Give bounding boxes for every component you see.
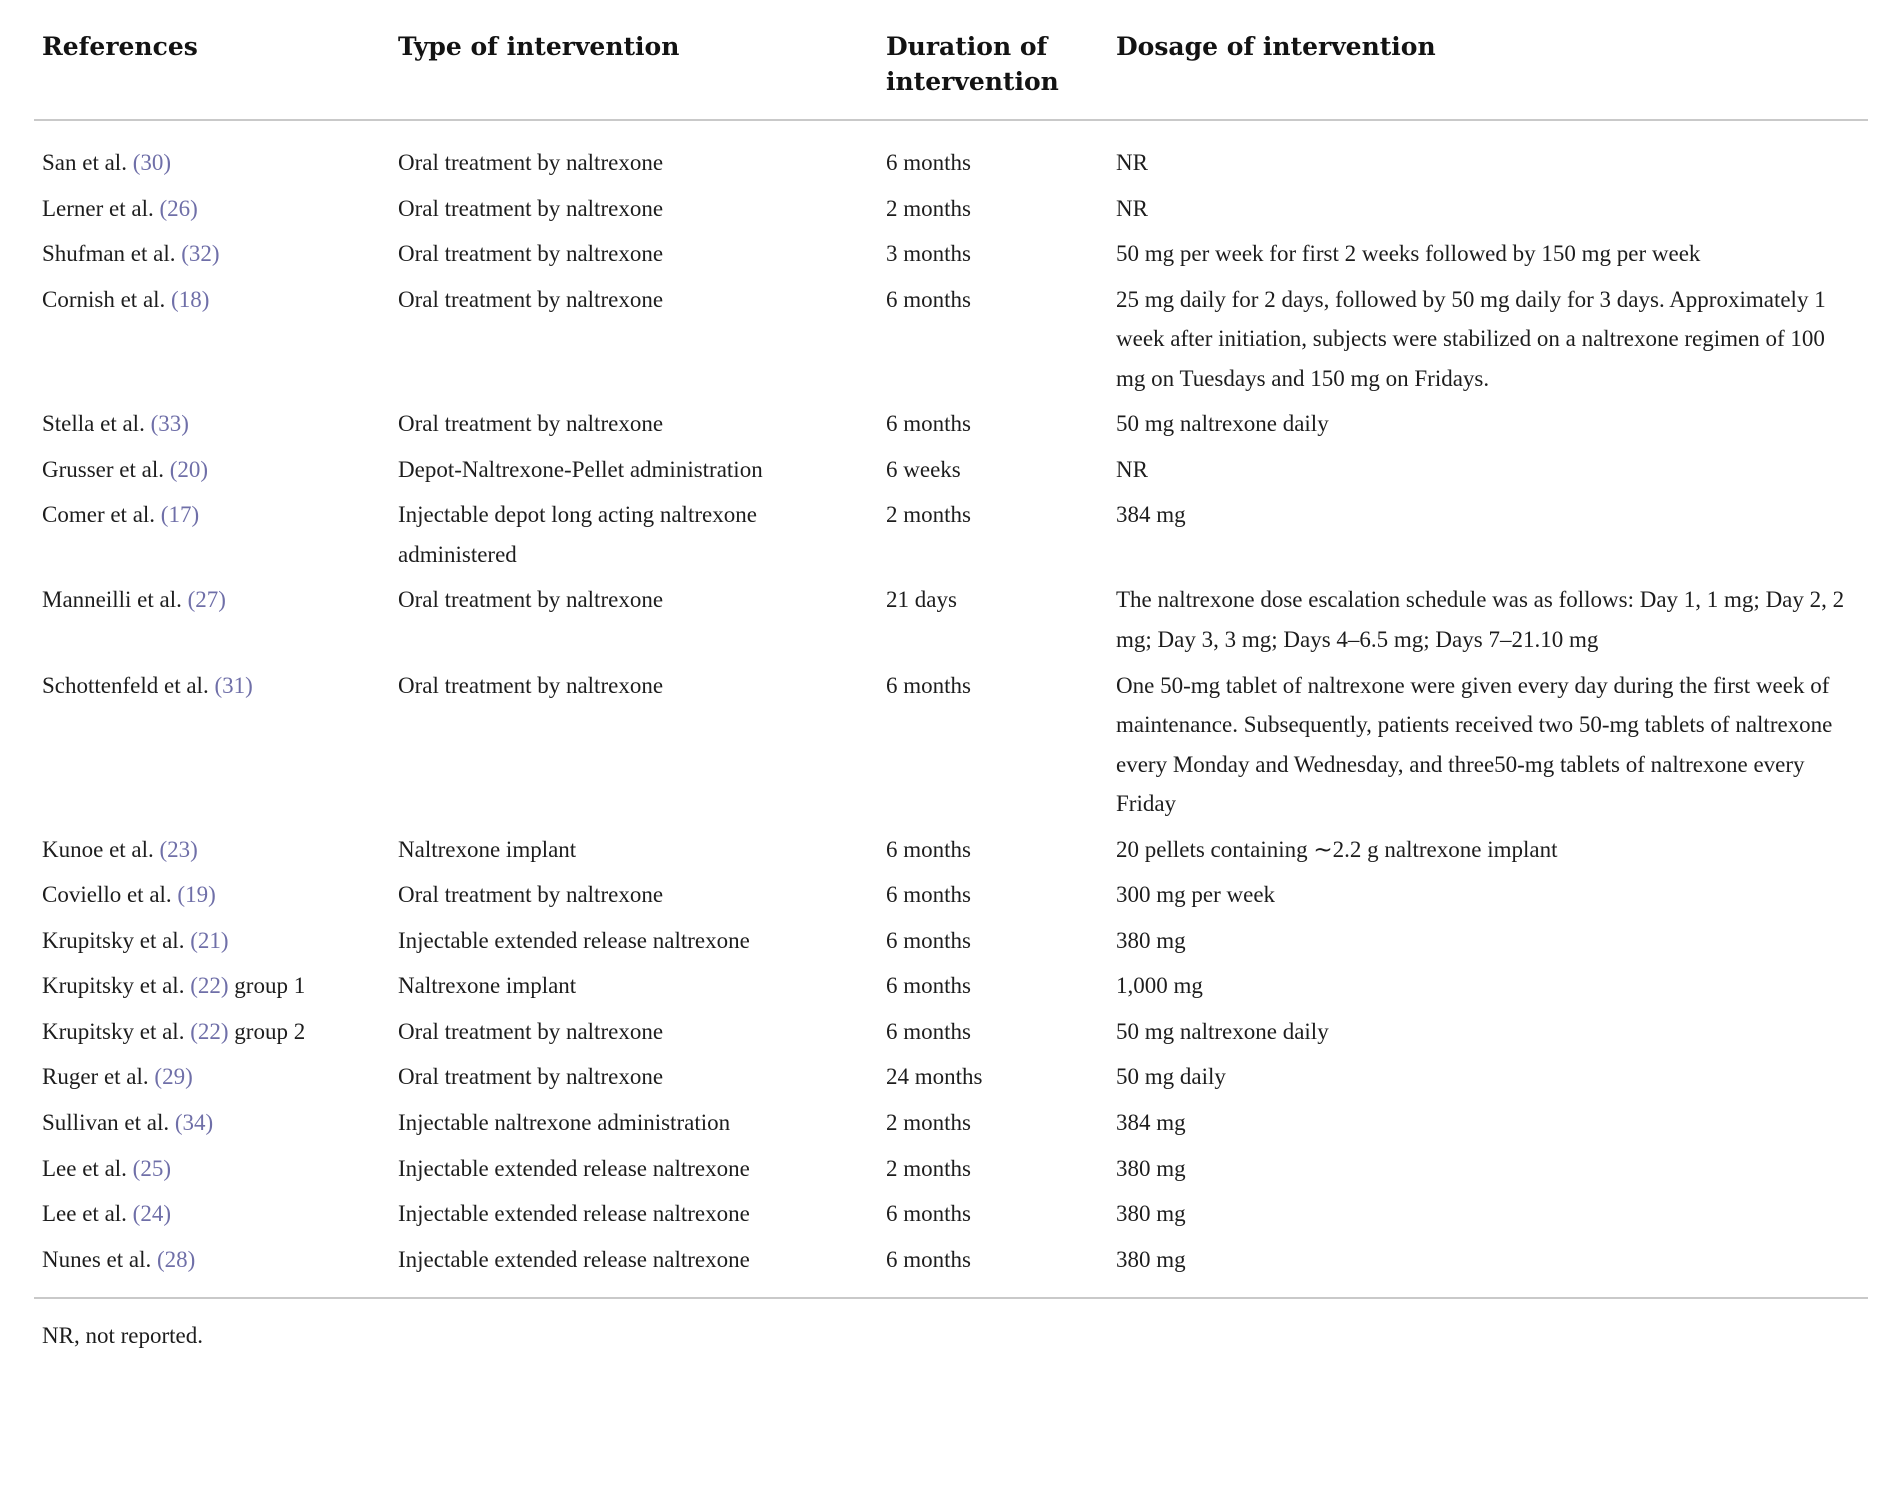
column-header-duration: Duration of intervention <box>886 32 1059 96</box>
cell-dosage: NR <box>1116 456 1148 482</box>
cell-reference <box>34 1237 390 1298</box>
table-row <box>34 1100 1868 1146</box>
cell-duration: 2 months <box>886 502 971 528</box>
reference-suffix: group 2 <box>228 1018 306 1044</box>
reference-citation-link[interactable]: (33) <box>150 411 189 437</box>
reference-citation-link[interactable]: (31) <box>214 672 253 698</box>
cell-reference <box>34 1146 390 1192</box>
table-row <box>34 1237 1868 1298</box>
cell-reference <box>34 447 390 493</box>
table-row <box>34 1009 1868 1055</box>
reference-author: Lerner et al. <box>42 195 160 221</box>
cell-dosage: 380 mg <box>1116 1246 1186 1272</box>
reference-citation-link[interactable]: (28) <box>156 1246 196 1272</box>
reference-author: Manneilli et al. <box>42 587 188 613</box>
table-row <box>34 663 1868 827</box>
table-row <box>34 963 1868 1009</box>
cell-reference <box>34 577 390 662</box>
table-row <box>34 1054 1868 1100</box>
cell-duration: 21 days <box>886 587 957 613</box>
reference-author: Ruger et al. <box>42 1064 155 1090</box>
cell-reference <box>34 918 390 964</box>
cell-duration: 3 months <box>886 241 971 267</box>
cell-reference <box>34 186 390 232</box>
column-header-references: References <box>42 32 198 61</box>
cell-type-of-intervention: Naltrexone implant <box>398 973 577 999</box>
reference-citation-link[interactable]: (22) <box>190 1018 229 1044</box>
reference-citation-link[interactable]: (21) <box>190 927 229 953</box>
cell-duration: 6 months <box>886 672 971 698</box>
cell-dosage: 50 mg per week for first 2 weeks followed by 150 mg per week <box>1116 241 1701 267</box>
cell-dosage: 50 mg naltrexone daily <box>1116 411 1329 437</box>
cell-reference <box>34 401 390 447</box>
cell-reference <box>34 1191 390 1237</box>
cell-duration: 6 months <box>886 1201 971 1227</box>
intervention-table <box>34 22 1868 1297</box>
cell-type-of-intervention: Oral treatment by naltrexone <box>398 150 664 175</box>
cell-reference <box>34 1100 390 1146</box>
table-row <box>34 186 1868 232</box>
reference-citation-link[interactable]: (22) <box>190 973 229 999</box>
cell-dosage: 380 mg <box>1116 1201 1186 1227</box>
table-row <box>34 577 1868 662</box>
reference-author: Comer et al. <box>42 502 161 528</box>
cell-dosage: NR <box>1116 150 1148 175</box>
reference-author: Grusser et al. <box>42 456 170 482</box>
cell-duration: 2 months <box>886 1155 971 1181</box>
reference-author: Krupitsky et al. <box>42 927 191 953</box>
cell-dosage: 50 mg naltrexone daily <box>1116 1018 1329 1044</box>
reference-citation-link[interactable]: (32) <box>181 241 220 267</box>
cell-dosage: The naltrexone dose escalation schedule was as follows: Day 1, 1 mg; Day 2, 2 mg; Day 3, 3 mg; Days 4–6.5 mg; Days 7–21.10 mg <box>1116 587 1845 653</box>
reference-citation-link[interactable]: (30) <box>132 150 172 175</box>
cell-type-of-intervention: Oral treatment by naltrexone <box>398 241 664 267</box>
cell-type-of-intervention: Depot-Naltrexone-Pellet administration <box>398 456 763 482</box>
reference-author: San et al. <box>42 150 133 175</box>
cell-reference <box>34 231 390 277</box>
cell-duration: 6 months <box>886 286 971 312</box>
cell-duration: 6 weeks <box>886 456 961 482</box>
reference-suffix: group 1 <box>228 973 306 999</box>
cell-reference <box>34 872 390 918</box>
reference-citation-link[interactable]: (29) <box>154 1064 193 1090</box>
reference-author: Sullivan et al. <box>42 1110 175 1136</box>
cell-reference <box>34 1009 390 1055</box>
reference-author: Lee et al. <box>42 1201 133 1227</box>
cell-duration: 6 months <box>886 150 971 175</box>
table-row <box>34 492 1868 577</box>
cell-reference <box>34 492 390 577</box>
cell-type-of-intervention: Injectable extended release naltrexone <box>398 1246 750 1272</box>
cell-reference <box>34 663 390 827</box>
reference-citation-link[interactable]: (19) <box>177 882 216 908</box>
cell-duration: 6 months <box>886 1018 971 1044</box>
reference-author: Stella et al. <box>42 411 151 437</box>
cell-dosage: 384 mg <box>1116 1110 1186 1136</box>
reference-author: Lee et al. <box>42 1155 133 1181</box>
reference-author: Krupitsky et al. <box>42 973 191 999</box>
cell-type-of-intervention: Injectable extended release naltrexone <box>398 1155 750 1181</box>
reference-citation-link[interactable]: (20) <box>169 456 209 482</box>
cell-duration: 6 months <box>886 1246 971 1272</box>
column-header-type: Type of intervention <box>398 32 680 61</box>
reference-author: Shufman et al. <box>42 241 182 267</box>
reference-citation-link[interactable]: (23) <box>159 836 198 862</box>
cell-reference <box>34 963 390 1009</box>
cell-duration: 6 months <box>886 882 971 908</box>
cell-duration: 6 months <box>886 411 971 437</box>
reference-citation-link[interactable]: (24) <box>132 1201 171 1227</box>
table-header <box>34 22 1868 120</box>
cell-dosage: 50 mg daily <box>1116 1064 1226 1090</box>
table-body <box>34 120 1868 1297</box>
cell-type-of-intervention: Injectable depot long acting naltrexone administered <box>398 502 757 567</box>
cell-type-of-intervention: Oral treatment by naltrexone <box>398 286 664 312</box>
cell-dosage: 380 mg <box>1116 927 1186 953</box>
footnote-section <box>34 1297 1868 1354</box>
cell-type-of-intervention: Injectable extended release naltrexone <box>398 927 750 953</box>
cell-dosage: 300 mg per week <box>1116 882 1276 908</box>
table-row <box>34 401 1868 447</box>
table-row <box>34 1191 1868 1237</box>
table-row <box>34 872 1868 918</box>
cell-dosage: One 50-mg tablet of naltrexone were given every day during the first week of maintenance. Subsequently, patients received two 50-mg tablets of naltrexone every Monday and Wednesday, and three50-mg tablets of naltrexone every Friday <box>1116 672 1833 817</box>
cell-type-of-intervention: Oral treatment by naltrexone <box>398 672 664 698</box>
cell-reference <box>34 827 390 873</box>
reference-author: Nunes et al. <box>42 1246 157 1272</box>
cell-type-of-intervention: Oral treatment by naltrexone <box>398 411 664 437</box>
table-row <box>34 231 1868 277</box>
cell-dosage: 1,000 mg <box>1116 973 1203 999</box>
cell-type-of-intervention: Oral treatment by naltrexone <box>398 587 664 613</box>
table-row <box>34 277 1868 402</box>
cell-dosage: NR <box>1116 195 1148 221</box>
reference-author: Cornish et al. <box>42 286 172 312</box>
cell-reference <box>34 120 390 186</box>
reference-author: Krupitsky et al. <box>42 1018 191 1044</box>
cell-type-of-intervention: Naltrexone implant <box>398 836 577 862</box>
cell-duration: 6 months <box>886 927 971 953</box>
reference-citation-link[interactable]: (17) <box>160 502 200 528</box>
cell-dosage: 384 mg <box>1116 502 1186 528</box>
cell-duration: 6 months <box>886 836 971 862</box>
table-footnote: NR, not reported. <box>42 1323 203 1349</box>
cell-reference <box>34 1054 390 1100</box>
cell-dosage: 380 mg <box>1116 1155 1186 1181</box>
cell-type-of-intervention: Oral treatment by naltrexone <box>398 1018 664 1044</box>
cell-duration: 6 months <box>886 973 971 999</box>
cell-type-of-intervention: Oral treatment by naltrexone <box>398 1064 664 1090</box>
reference-author: Coviello et al. <box>42 882 178 908</box>
cell-duration: 2 months <box>886 1110 971 1136</box>
reference-citation-link[interactable]: (27) <box>187 587 226 613</box>
table-header-row <box>34 22 1868 120</box>
table-row <box>34 447 1868 493</box>
reference-citation-link[interactable]: (26) <box>159 195 198 221</box>
cell-type-of-intervention: Injectable naltrexone administration <box>398 1110 731 1136</box>
cell-duration: 2 months <box>886 195 971 221</box>
table-row <box>34 1146 1868 1192</box>
cell-dosage: 20 pellets containing ∼2.2 g naltrexone implant <box>1116 836 1558 862</box>
table-row <box>34 120 1868 186</box>
cell-type-of-intervention: Injectable extended release naltrexone <box>398 1201 750 1227</box>
cell-type-of-intervention: Oral treatment by naltrexone <box>398 195 664 221</box>
cell-reference <box>34 277 390 402</box>
reference-author: Schottenfeld et al. <box>42 672 215 698</box>
reference-citation-link[interactable]: (18) <box>171 286 210 312</box>
cell-type-of-intervention: Oral treatment by naltrexone <box>398 882 664 908</box>
table-row <box>34 918 1868 964</box>
table-row <box>34 827 1868 873</box>
reference-citation-link[interactable]: (25) <box>132 1155 171 1181</box>
column-header-dosage: Dosage of intervention <box>1116 32 1436 61</box>
reference-citation-link[interactable]: (34) <box>174 1110 214 1136</box>
reference-author: Kunoe et al. <box>42 836 160 862</box>
cell-dosage: 25 mg daily for 2 days, followed by 50 mg daily for 3 days. Approximately 1 week after initiation, subjects were stabilized on a naltrexone regimen of 100 mg on Tuesdays and 150 mg on Fridays. <box>1116 286 1826 391</box>
cell-duration: 24 months <box>886 1064 983 1090</box>
